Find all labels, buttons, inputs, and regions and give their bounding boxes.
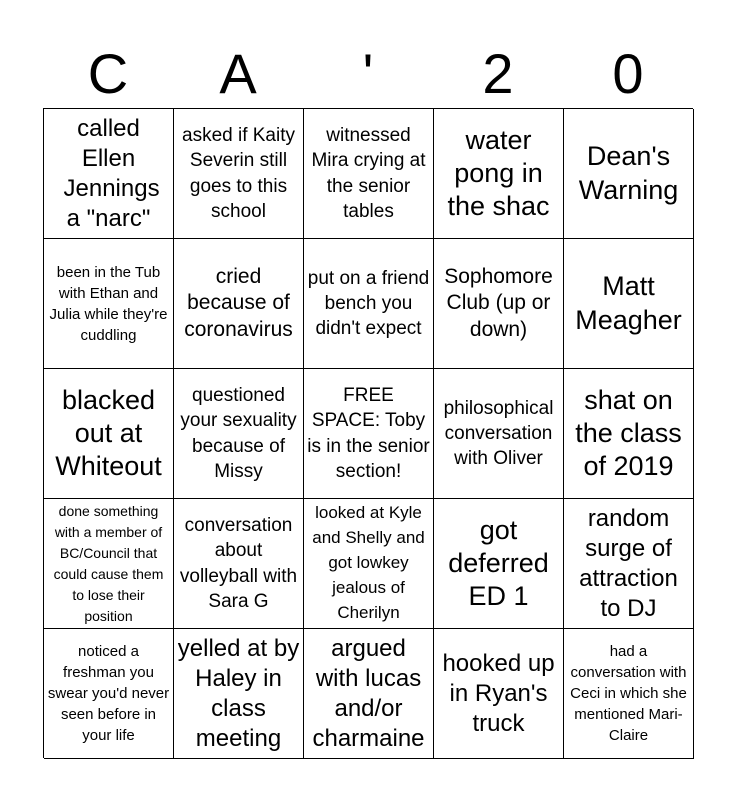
bingo-cell[interactable] (304, 239, 434, 369)
header-letter: C (87, 42, 129, 105)
bingo-cell[interactable] (434, 629, 564, 759)
free-space-cell[interactable] (304, 369, 434, 499)
cell-text: noticed a freshman you swear you'd never seen before in your life (47, 643, 170, 744)
bingo-header (43, 40, 693, 108)
bingo-cell[interactable] (434, 239, 564, 369)
cell-text: hooked up in Ryan's truck (442, 649, 555, 737)
bingo-cell[interactable] (434, 369, 564, 499)
bingo-cell[interactable] (564, 499, 694, 629)
bingo-cell[interactable] (564, 109, 694, 239)
header-letter: 0 (612, 42, 644, 105)
bingo-cell[interactable] (304, 629, 434, 759)
cell-text: cried because of coronavirus (184, 264, 293, 341)
bingo-cell[interactable] (304, 499, 434, 629)
bingo-cell[interactable] (174, 629, 304, 759)
bingo-cell[interactable] (434, 109, 564, 239)
cell-text: argued with lucas and/or charmaine (312, 634, 425, 752)
bingo-cell[interactable] (44, 499, 174, 629)
bingo-cell[interactable] (174, 109, 304, 239)
cell-text: philosophical conversation with Oliver (443, 397, 554, 470)
cell-text: FREE SPACE: Toby is in the senior section! (307, 385, 430, 482)
cell-text: yelled at by Haley in class meeting (177, 634, 300, 752)
header-letter: A (219, 42, 257, 105)
cell-text: been in the Tub with Ethan and Julia while they're cuddling (49, 263, 168, 344)
cell-text: water pong in the shac (447, 124, 550, 222)
bingo-board (43, 108, 693, 758)
cell-text: questioned your sexuality because of Missy (180, 385, 297, 482)
header-letter: 2 (482, 42, 514, 105)
bingo-cell[interactable] (44, 629, 174, 759)
cell-text: witnessed Mira crying at the senior tables (311, 125, 426, 222)
header-letter: ' (362, 42, 374, 105)
cell-text: Dean's Warning (578, 141, 679, 205)
bingo-cell[interactable] (174, 499, 304, 629)
cell-text: blacked out at Whiteout (55, 384, 162, 482)
bingo-cell[interactable] (304, 109, 434, 239)
bingo-cell[interactable] (564, 239, 694, 369)
bingo-cell[interactable] (44, 239, 174, 369)
cell-text: had a conversation with Ceci in which she mentioned Mari-Claire (570, 643, 687, 744)
bingo-cell[interactable] (174, 239, 304, 369)
cell-text: shat on the class of 2019 (575, 384, 682, 482)
bingo-cell[interactable] (44, 109, 174, 239)
bingo-cell[interactable] (44, 369, 174, 499)
cell-text: random surge of attraction to DJ (579, 504, 678, 622)
cell-text: Matt Meagher (575, 271, 682, 335)
cell-text: called Ellen Jennings a "narc" (63, 114, 160, 232)
cell-text: done something with a member of BC/Council that could cause them to lose their position (53, 502, 164, 624)
cell-text: got deferred ED 1 (448, 514, 549, 612)
cell-text: Sophomore Club (up or down) (444, 264, 553, 341)
cell-text: put on a friend bench you didn't expect (307, 267, 430, 340)
bingo-cell[interactable] (564, 369, 694, 499)
cell-text: asked if Kaity Severin still goes to this school (182, 125, 295, 222)
bingo-cell[interactable] (174, 369, 304, 499)
cell-text: conversation about volleyball with Sara G (179, 515, 298, 612)
bingo-cell[interactable] (564, 629, 694, 759)
bingo-cell[interactable] (434, 499, 564, 629)
cell-text: looked at Kyle and Shelly and got lowkey jealous of Cherilyn (312, 503, 425, 622)
